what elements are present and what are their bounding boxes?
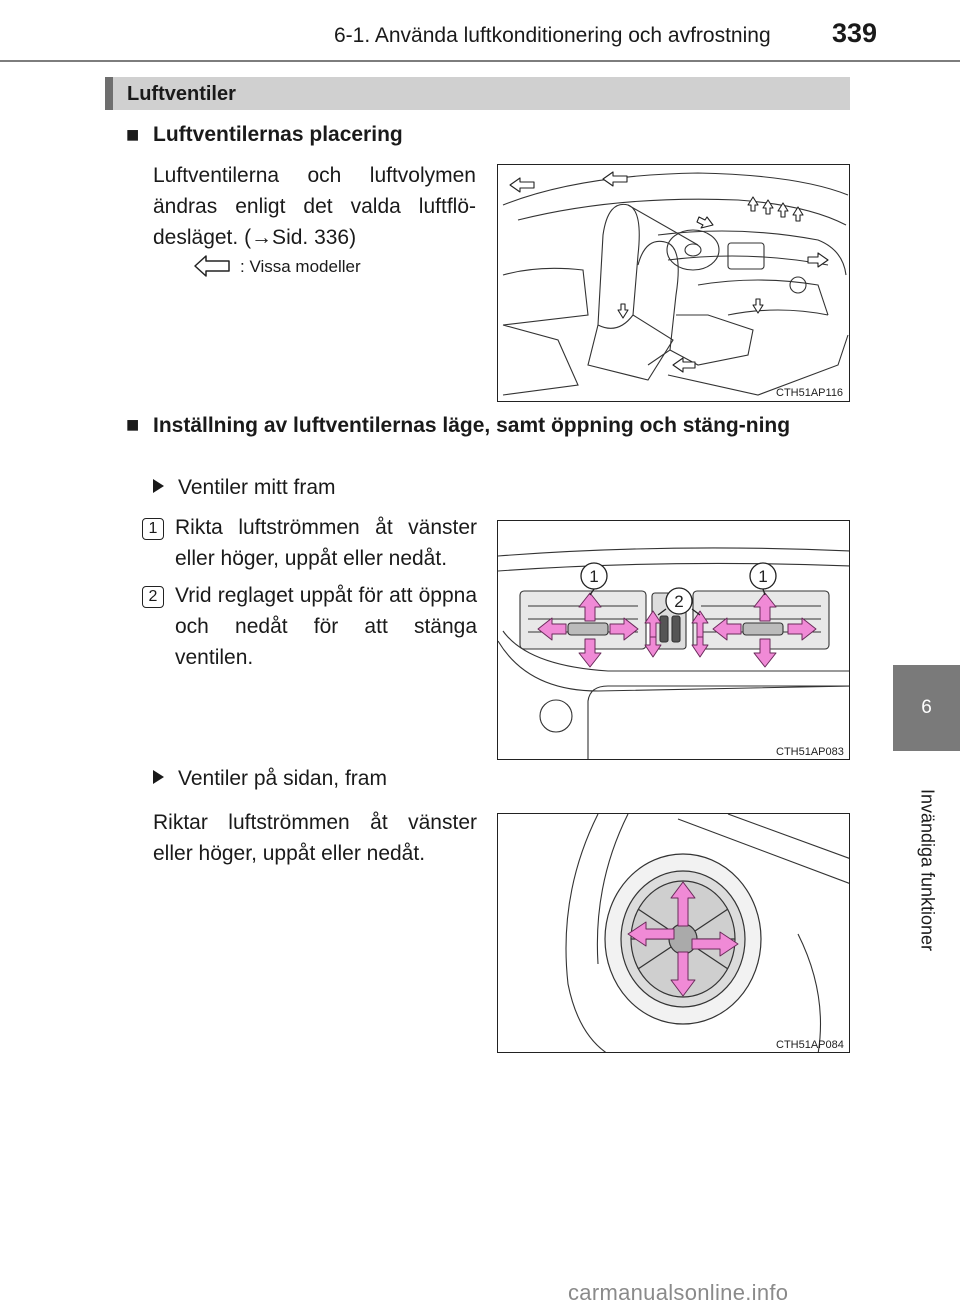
watermark: carmanualsonline.info xyxy=(568,1280,789,1305)
side-vent-illustration xyxy=(498,814,850,1053)
adjust-heading: Inställning av luftventilernas läge, samt öppning och stäng-ning xyxy=(153,414,791,437)
side-vent-figure xyxy=(497,813,850,1053)
running-head: 6-1. Använda luftkonditionering och avfrostning xyxy=(334,24,771,47)
triangle-bullet-icon xyxy=(153,479,164,493)
step-number-badge: 2 xyxy=(142,586,164,608)
page-number: 339 xyxy=(832,18,878,48)
side-vents-text: Riktar luftströmmen åt vänster eller höger, uppåt eller nedåt. xyxy=(153,811,477,865)
chapter-tab xyxy=(893,665,960,751)
center-vents-title-text: Ventiler mitt fram xyxy=(178,476,336,499)
square-bullet-icon: ■ xyxy=(126,412,140,437)
center-vents-title xyxy=(153,476,336,500)
section-title: Luftventiler xyxy=(127,83,236,105)
chapter-title-vertical xyxy=(893,780,960,960)
section-title-bar xyxy=(105,77,850,110)
section-bar-stripe xyxy=(105,77,113,110)
square-bullet-icon: ■ xyxy=(126,122,140,147)
center-vents-illustration xyxy=(498,521,850,760)
callout-2: 2 xyxy=(674,592,684,611)
placement-text: Luftventilerna och luftvolymen ändras enligt det valda luftflö-desläget. (→Sid. 336) xyxy=(153,164,476,249)
callout-1-left: 1 xyxy=(589,567,599,586)
figure-code-116: CTH51AP116 xyxy=(776,387,844,399)
placement-heading: Luftventilernas placering xyxy=(153,123,403,146)
header-rule xyxy=(0,60,960,62)
center-vents-figure xyxy=(497,520,850,760)
legend-text: : Vissa modeller xyxy=(240,257,361,276)
triangle-bullet-icon xyxy=(153,770,164,784)
side-vent-arrow-legend-icon xyxy=(193,254,231,278)
car-interior-illustration xyxy=(498,165,850,402)
car-interior-figure xyxy=(497,164,850,402)
chapter-number: 6 xyxy=(921,697,932,718)
callout-1-right: 1 xyxy=(758,567,768,586)
side-vents-title-text: Ventiler på sidan, fram xyxy=(178,767,387,790)
step-text: Vrid reglaget uppåt för att öppna och nedåt för att stänga ventilen. xyxy=(175,584,477,669)
side-vents-title xyxy=(153,767,387,791)
step-text: Rikta luftströmmen åt vänster eller höger, uppåt eller nedåt. xyxy=(175,516,477,570)
figure-code-083: CTH51AP083 xyxy=(776,746,844,758)
step-number-badge: 1 xyxy=(142,518,164,540)
figure-code-084: CTH51AP084 xyxy=(776,1039,844,1051)
chapter-title: Invändiga funktioner xyxy=(917,788,937,952)
